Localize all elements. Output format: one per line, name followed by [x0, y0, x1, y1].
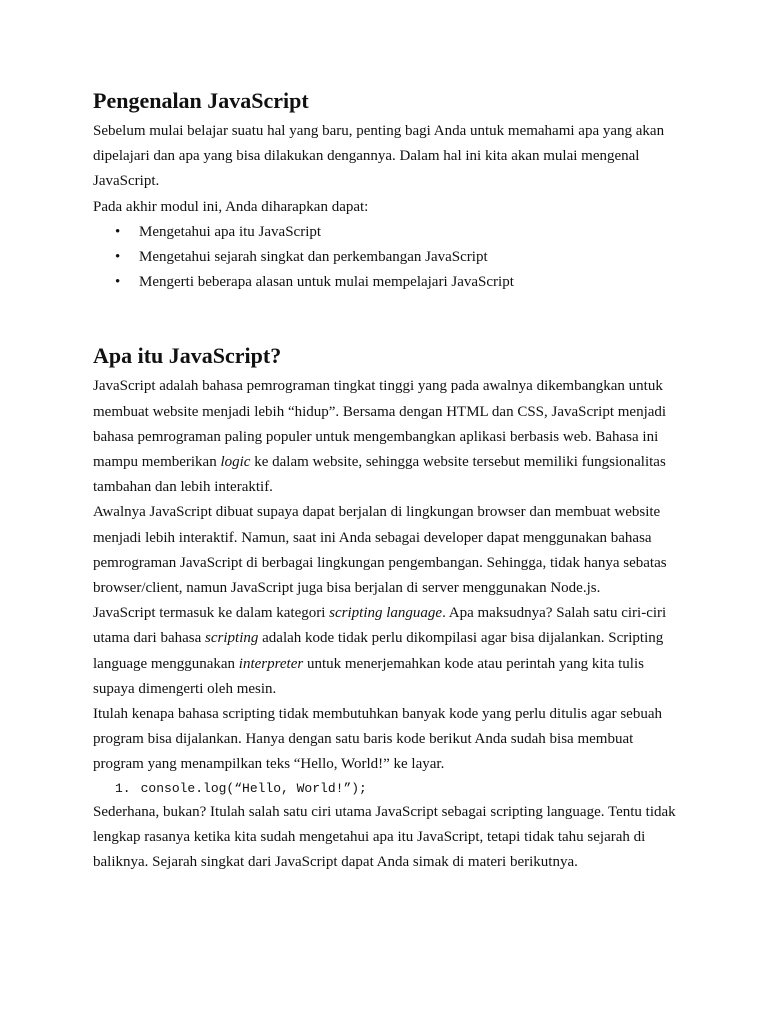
list-item-text: Mengetahui apa itu JavaScript	[139, 223, 322, 240]
list-item	[93, 245, 683, 270]
emphasis-text: logic	[220, 454, 251, 471]
objectives-list	[93, 220, 683, 296]
paragraph-history: Awalnya JavaScript dibuat supaya dapat berjalan di lingkungan browser dan membuat website menjadi lebih interaktif. Namun, saat ini Anda sebagai developer dapat menggunakan bahasa pemrograman JavaScript di berbagai lingkungan pengembangan. Sehingga, tidak hanya sebatas browser/client, namun JavaScript juga bisa berjalan di server menggunakan Node.js.	[93, 504, 667, 597]
emphasis-text: scripting language	[329, 605, 443, 622]
bullet-icon: •	[115, 249, 121, 266]
document-page	[93, 88, 683, 875]
paragraph-definition	[93, 374, 683, 500]
emphasis-text: scripting	[205, 630, 259, 647]
emphasis-text: interpreter	[238, 655, 304, 672]
intro-paragraph: Sebelum mulai belajar suatu hal yang baru, penting bagi Anda untuk memahami apa yang akan dipelajari dan apa yang bisa dilakukan dengannya. Dalam hal ini kita akan mulai mengenal JavaScript.	[93, 123, 665, 190]
text-run: JavaScript termasuk ke dalam kategori	[93, 605, 330, 622]
objectives-lead: Pada akhir modul ini, Anda diharapkan dapat:	[93, 198, 369, 215]
code-line-number: 1.	[115, 780, 131, 796]
section-title: Apa itu JavaScript?	[93, 343, 282, 369]
code-block	[93, 778, 683, 800]
bullet-icon: •	[115, 223, 121, 240]
text-run: ke dalam website, sehingga website tersebut memiliki fungsionalitas tambahan dan lebih interaktif.	[93, 454, 666, 496]
list-item	[93, 270, 683, 295]
text-run: . Apa maksudnya? Salah satu ciri-ciri utama dari bahasa	[93, 605, 667, 647]
section-title: Pengenalan JavaScript	[93, 88, 309, 113]
list-item-text: Mengerti beberapa alasan untuk mulai mempelajari JavaScript	[139, 274, 514, 291]
list-item-text: Mengetahui sejarah singkat dan perkembangan JavaScript	[139, 249, 488, 266]
paragraph-hello-world: Itulah kenapa bahasa scripting tidak membutuhkan banyak kode yang perlu ditulis agar sebuah program bisa dijalankan. Hanya dengan satu baris kode berikut Anda sudah bisa membuat program yang menampilkan teks “Hello, World!” ke layar.	[93, 706, 662, 773]
text-run: untuk menerjemahkan kode atau perintah yang kita tulis supaya dimengerti oleh mesin.	[93, 655, 644, 697]
bullet-icon: •	[115, 274, 121, 291]
list-item	[93, 220, 683, 245]
code-line	[93, 778, 683, 800]
text-run: adalah kode tidak perlu dikompilasi agar bisa dijalankan. Scripting language menggunakan	[93, 630, 664, 672]
text-run: JavaScript adalah bahasa pemrograman tingkat tinggi yang pada awalnya dikembangkan untuk membuat website menjadi lebih “hidup”. Bersama dengan HTML dan CSS, JavaScript menjadi bahasa pemrograman paling populer untuk mengembangkan aplikasi berbasis web. Bahasa ini mampu memberikan	[93, 378, 667, 471]
paragraph-closing: Sederhana, bukan? Itulah salah satu ciri utama JavaScript sebagai scripting language. Tentu tidak lengkap rasanya ketika kita sudah mengetahui apa itu JavaScript, tetapi tidak tahu sejarah di baliknya. Sejarah singkat dari JavaScript dapat Anda simak di materi berikutnya.	[93, 803, 676, 871]
paragraph-scripting	[93, 601, 683, 702]
code-line-text: console.log(“Hello, World!”);	[140, 780, 367, 796]
